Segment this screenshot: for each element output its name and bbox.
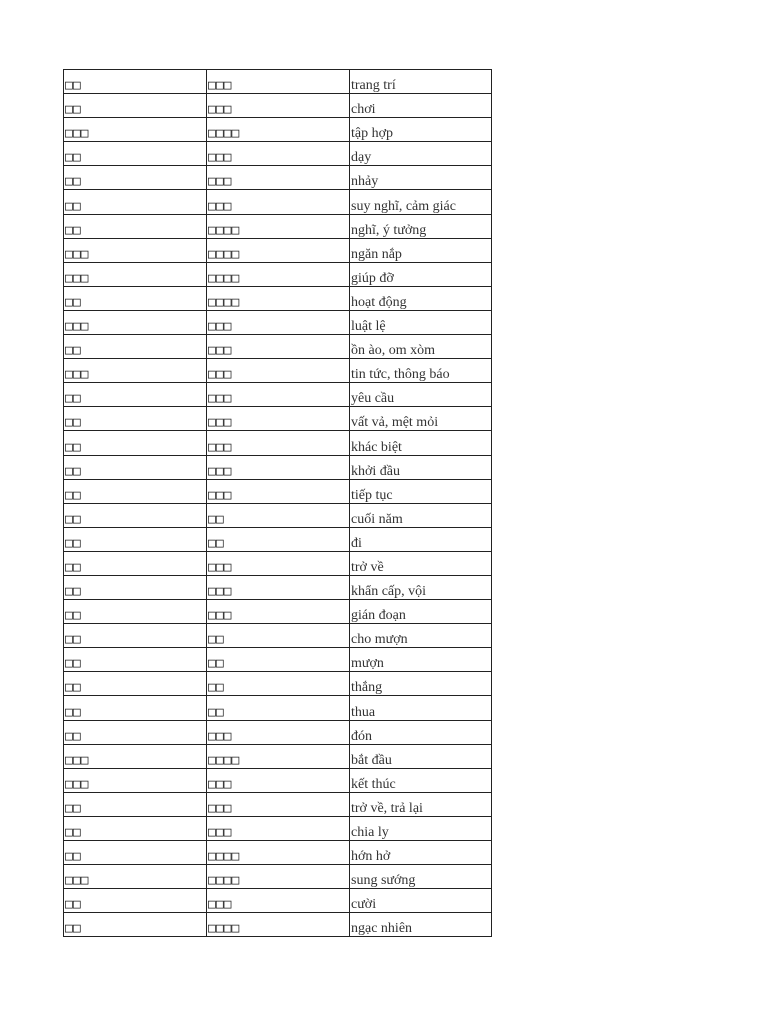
reading-cell <box>207 94 350 118</box>
table-row <box>64 744 492 768</box>
meaning-text: trang trí <box>351 78 396 94</box>
meaning-cell <box>350 359 492 383</box>
word-text: □□ <box>65 800 81 816</box>
meaning-text: hớn hở <box>351 849 391 865</box>
word-cell <box>64 720 207 744</box>
meaning-cell <box>350 407 492 431</box>
table-row <box>64 527 492 551</box>
reading-cell <box>207 672 350 696</box>
reading-text: □□□ <box>208 391 232 407</box>
table-row <box>64 841 492 865</box>
word-cell <box>64 816 207 840</box>
meaning-cell <box>350 720 492 744</box>
reading-text: □□□□ <box>208 921 240 937</box>
table-row <box>64 359 492 383</box>
word-cell <box>64 600 207 624</box>
meaning-text: vất vả, mệt mỏi <box>351 415 439 431</box>
word-text: □□ <box>65 535 81 551</box>
table-row <box>64 455 492 479</box>
word-cell <box>64 503 207 527</box>
meaning-cell <box>350 575 492 599</box>
word-cell <box>64 527 207 551</box>
reading-text: □□□ <box>208 319 232 335</box>
reading-cell <box>207 600 350 624</box>
table-row <box>64 503 492 527</box>
meaning-cell <box>350 624 492 648</box>
word-text: □□□ <box>65 776 89 792</box>
word-cell <box>64 792 207 816</box>
table-row <box>64 214 492 238</box>
word-text: □□ <box>65 849 81 865</box>
reading-text: □□□ <box>208 728 232 744</box>
meaning-text: ngạc nhiên <box>351 921 413 937</box>
meaning-text: đi <box>351 535 362 551</box>
reading-cell <box>207 816 350 840</box>
meaning-text: tiếp tục <box>351 487 393 503</box>
word-text: □□ <box>65 728 81 744</box>
table-row <box>64 792 492 816</box>
word-cell <box>64 190 207 214</box>
meaning-text: đón <box>351 728 372 744</box>
word-text: □□ <box>65 897 81 913</box>
reading-text: □□□ <box>208 559 232 575</box>
word-text: □□ <box>65 511 81 527</box>
word-text: □□□ <box>65 752 89 768</box>
word-text: □□ <box>65 463 81 479</box>
word-text: □□□ <box>65 246 89 262</box>
reading-text: □□ <box>208 656 224 672</box>
reading-text: □□□ <box>208 78 232 94</box>
word-text: □□ <box>65 704 81 720</box>
word-text: □□ <box>65 294 81 310</box>
reading-text: □□□ <box>208 174 232 190</box>
word-text: □□ <box>65 680 81 696</box>
meaning-text: kết thúc <box>351 776 396 792</box>
word-cell <box>64 286 207 310</box>
reading-text: □□□ <box>208 343 232 359</box>
meaning-cell <box>350 696 492 720</box>
reading-cell <box>207 551 350 575</box>
word-cell <box>64 768 207 792</box>
reading-text: □□□□ <box>208 126 240 142</box>
meaning-text: luật lệ <box>351 319 386 335</box>
word-text: □□ <box>65 415 81 431</box>
reading-cell <box>207 720 350 744</box>
meaning-cell <box>350 310 492 334</box>
word-cell <box>64 431 207 455</box>
word-text: □□ <box>65 343 81 359</box>
word-text: □□ <box>65 102 81 118</box>
word-cell <box>64 407 207 431</box>
meaning-text: sung sướng <box>351 873 416 889</box>
word-text: □□ <box>65 78 81 94</box>
meaning-cell <box>350 503 492 527</box>
meaning-text: tập hợp <box>351 126 394 142</box>
meaning-text: bắt đầu <box>351 752 392 768</box>
meaning-cell <box>350 335 492 359</box>
word-text: □□ <box>65 584 81 600</box>
meaning-cell <box>350 455 492 479</box>
table-row <box>64 913 492 937</box>
reading-cell <box>207 431 350 455</box>
meaning-text: dạy <box>351 150 372 166</box>
reading-cell <box>207 262 350 286</box>
word-text: □□□ <box>65 319 89 335</box>
word-cell <box>64 551 207 575</box>
meaning-text: yêu cầu <box>351 391 395 407</box>
meaning-cell <box>350 527 492 551</box>
meaning-cell <box>350 551 492 575</box>
reading-cell <box>207 383 350 407</box>
table-row <box>64 479 492 503</box>
meaning-text: cuối năm <box>351 511 403 527</box>
word-text: □□ <box>65 632 81 648</box>
meaning-cell <box>350 94 492 118</box>
reading-cell <box>207 142 350 166</box>
table-row <box>64 166 492 190</box>
meaning-text: khởi đầu <box>351 463 401 479</box>
table-row <box>64 335 492 359</box>
word-cell <box>64 889 207 913</box>
table-row <box>64 600 492 624</box>
word-cell <box>64 648 207 672</box>
reading-text: □□□ <box>208 198 232 214</box>
table-row <box>64 407 492 431</box>
meaning-text: chơi <box>351 102 376 118</box>
word-cell <box>64 310 207 334</box>
reading-cell <box>207 696 350 720</box>
meaning-text: nghĩ, ý tưởng <box>351 222 427 238</box>
reading-text: □□□ <box>208 897 232 913</box>
meaning-cell <box>350 190 492 214</box>
word-text: □□ <box>65 174 81 190</box>
reading-cell <box>207 310 350 334</box>
table-row <box>64 383 492 407</box>
table-row <box>64 672 492 696</box>
meaning-cell <box>350 865 492 889</box>
meaning-cell <box>350 479 492 503</box>
reading-cell <box>207 768 350 792</box>
meaning-text: nhảy <box>351 174 379 190</box>
reading-text: □□□ <box>208 439 232 455</box>
meaning-text: ngăn nắp <box>351 246 402 262</box>
table-row <box>64 816 492 840</box>
word-text: □□□ <box>65 270 89 286</box>
meaning-text: thua <box>351 704 376 720</box>
meaning-cell <box>350 600 492 624</box>
reading-cell <box>207 889 350 913</box>
word-cell <box>64 359 207 383</box>
meaning-text: hoạt động <box>351 294 407 310</box>
reading-text: □□□ <box>208 150 232 166</box>
reading-cell <box>207 286 350 310</box>
word-cell <box>64 624 207 648</box>
table-row <box>64 575 492 599</box>
word-text: □□ <box>65 439 81 455</box>
word-text: □□□ <box>65 126 89 142</box>
reading-text: □□□□ <box>208 246 240 262</box>
word-text: □□ <box>65 921 81 937</box>
reading-cell <box>207 407 350 431</box>
word-cell <box>64 841 207 865</box>
meaning-cell <box>350 166 492 190</box>
reading-text: □□□□ <box>208 752 240 768</box>
reading-cell <box>207 335 350 359</box>
meaning-text: trở về <box>351 559 384 575</box>
word-text: □□ <box>65 487 81 503</box>
word-cell <box>64 383 207 407</box>
reading-cell <box>207 70 350 94</box>
word-cell <box>64 744 207 768</box>
meaning-text: chia ly <box>351 825 389 840</box>
reading-cell <box>207 503 350 527</box>
word-text: □□ <box>65 150 81 166</box>
meaning-cell <box>350 286 492 310</box>
meaning-cell <box>350 70 492 94</box>
reading-text: □□□ <box>208 584 232 600</box>
reading-text: □□□ <box>208 102 232 118</box>
word-text: □□□ <box>65 873 89 889</box>
meaning-cell <box>350 118 492 142</box>
meaning-cell <box>350 792 492 816</box>
word-text: □□ <box>65 391 81 407</box>
word-cell <box>64 672 207 696</box>
table-row <box>64 648 492 672</box>
word-text: □□ <box>65 825 81 840</box>
word-cell <box>64 335 207 359</box>
meaning-text: ồn ào, om xòm <box>351 343 435 359</box>
table-row <box>64 768 492 792</box>
meaning-cell <box>350 238 492 262</box>
reading-cell <box>207 190 350 214</box>
word-cell <box>64 166 207 190</box>
table-row <box>64 190 492 214</box>
reading-cell <box>207 455 350 479</box>
reading-text: □□□ <box>208 825 232 840</box>
table-row <box>64 70 492 94</box>
table-row <box>64 118 492 142</box>
table-row <box>64 696 492 720</box>
meaning-cell <box>350 913 492 937</box>
reading-cell <box>207 166 350 190</box>
reading-text: □□□□ <box>208 849 240 865</box>
table-row <box>64 865 492 889</box>
reading-cell <box>207 841 350 865</box>
table-row <box>64 720 492 744</box>
vocabulary-table <box>63 69 492 937</box>
word-cell <box>64 455 207 479</box>
reading-cell <box>207 118 350 142</box>
vocabulary-table-body <box>64 70 492 937</box>
reading-cell <box>207 359 350 383</box>
reading-text: □□□ <box>208 608 232 624</box>
word-cell <box>64 865 207 889</box>
meaning-text: khẩn cấp, vội <box>351 584 427 600</box>
reading-text: □□□ <box>208 367 232 383</box>
word-cell <box>64 238 207 262</box>
word-cell <box>64 118 207 142</box>
word-text: □□□ <box>65 367 89 383</box>
word-cell <box>64 262 207 286</box>
meaning-text: khác biệt <box>351 439 402 455</box>
meaning-cell <box>350 431 492 455</box>
word-cell <box>64 214 207 238</box>
reading-text: □□ <box>208 680 224 696</box>
reading-cell <box>207 648 350 672</box>
meaning-cell <box>350 744 492 768</box>
meaning-cell <box>350 142 492 166</box>
table-row <box>64 94 492 118</box>
word-text: □□ <box>65 656 81 672</box>
reading-cell <box>207 238 350 262</box>
table-row <box>64 238 492 262</box>
table-row <box>64 889 492 913</box>
reading-text: □□□□ <box>208 270 240 286</box>
meaning-text: tin tức, thông báo <box>351 367 450 383</box>
word-text: □□ <box>65 198 81 214</box>
reading-text: □□□□ <box>208 873 240 889</box>
word-text: □□ <box>65 222 81 238</box>
reading-cell <box>207 913 350 937</box>
meaning-cell <box>350 841 492 865</box>
meaning-text: mượn <box>351 656 384 672</box>
reading-text: □□ <box>208 704 224 720</box>
reading-text: □□□□ <box>208 294 240 310</box>
reading-text: □□□ <box>208 800 232 816</box>
reading-text: □□□□ <box>208 222 240 238</box>
meaning-text: cười <box>351 897 377 913</box>
meaning-text: thắng <box>351 680 383 696</box>
reading-text: □□□ <box>208 415 232 431</box>
meaning-cell <box>350 889 492 913</box>
word-cell <box>64 696 207 720</box>
meaning-cell <box>350 672 492 696</box>
meaning-cell <box>350 768 492 792</box>
meaning-cell <box>350 383 492 407</box>
meaning-cell <box>350 262 492 286</box>
word-text: □□ <box>65 608 81 624</box>
table-row <box>64 431 492 455</box>
word-cell <box>64 575 207 599</box>
reading-cell <box>207 792 350 816</box>
reading-cell <box>207 214 350 238</box>
reading-text: □□ <box>208 535 224 551</box>
meaning-text: cho mượn <box>351 632 408 648</box>
word-cell <box>64 70 207 94</box>
table-row <box>64 624 492 648</box>
table-row <box>64 142 492 166</box>
reading-cell <box>207 575 350 599</box>
meaning-cell <box>350 648 492 672</box>
reading-cell <box>207 479 350 503</box>
word-cell <box>64 913 207 937</box>
word-cell <box>64 479 207 503</box>
meaning-text: giúp đỡ <box>351 270 394 286</box>
reading-cell <box>207 624 350 648</box>
meaning-text: suy nghĩ, cảm giác <box>351 198 456 214</box>
meaning-text: trở về, trả lại <box>351 800 423 816</box>
word-cell <box>64 94 207 118</box>
meaning-cell <box>350 214 492 238</box>
reading-text: □□ <box>208 511 224 527</box>
reading-text: □□□ <box>208 776 232 792</box>
reading-text: □□ <box>208 632 224 648</box>
table-row <box>64 551 492 575</box>
meaning-cell <box>350 816 492 840</box>
reading-text: □□□ <box>208 487 232 503</box>
word-text: □□ <box>65 559 81 575</box>
word-cell <box>64 142 207 166</box>
table-row <box>64 286 492 310</box>
reading-text: □□□ <box>208 463 232 479</box>
table-row <box>64 310 492 334</box>
table-row <box>64 262 492 286</box>
reading-cell <box>207 744 350 768</box>
reading-cell <box>207 527 350 551</box>
meaning-text: gián đoạn <box>351 608 406 624</box>
reading-cell <box>207 865 350 889</box>
